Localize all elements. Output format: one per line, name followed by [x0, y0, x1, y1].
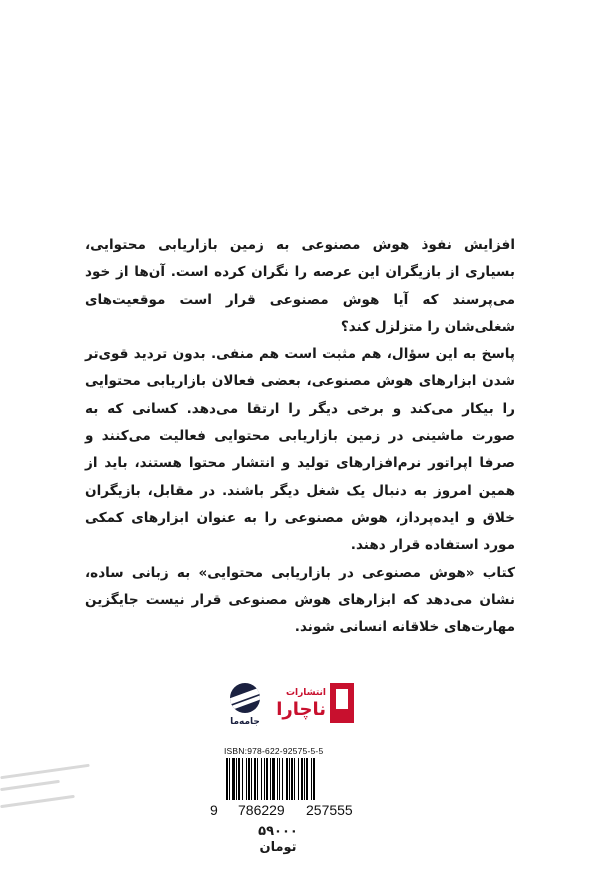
barcode [225, 758, 361, 800]
barcode-group-2: 257555 [306, 802, 353, 818]
barcode-bar [229, 758, 230, 800]
barcode-group-1: 786229 [238, 802, 285, 818]
barcode-bar [277, 758, 278, 800]
barcode-bar [266, 758, 268, 800]
publisher-logos [224, 683, 354, 737]
blurb-paragraph-2: پاسخ به این سؤال، هم مثبت است هم منفی. بدون تردید قوی‌تر شدن ابزارهای هوش مصنوعی، بعضی فعالان بازاریابی محتوایی را بیکار می‌کند و برخی دیگر را ارتقا می‌دهد. کسانی که به صورت ماشینی در زمین بازاریابی محتوایی فعالیت می‌کنند و صرفا اپراتور نرم‌افزارهای تولید و انتشار محتوا هستند، باید از همین امروز به دنبال یک شغل دیگر باشند. در مقابل، بازیگران خلاق و ایده‌پرداز، هوش مصنوعی را به عنوان ابزارهای کمکی مورد استفاده قرار دهند. [85, 346, 515, 554]
barcode-bar [226, 758, 228, 800]
barcode-bar [301, 758, 303, 800]
price-currency: تومان [259, 840, 297, 855]
barcode-bar [257, 758, 258, 800]
barcode-bar [286, 758, 288, 800]
scan-smudge [0, 795, 75, 808]
barcode-bar [311, 758, 312, 800]
barcode-bar [279, 758, 280, 800]
barcode-bar [238, 758, 240, 800]
publisher-label: انتشارات [286, 688, 326, 698]
scan-smudge [0, 764, 90, 779]
barcode-bar [272, 758, 275, 800]
barcode-bar [236, 758, 237, 800]
blurb-text [85, 232, 515, 641]
barcode-bar [298, 758, 299, 800]
barcode-bar [248, 758, 250, 800]
blurb-paragraph-3: کتاب «هوش مصنوعی در بازاریابی محتوایی» به زبانی ساده، نشان می‌دهد که ابزارهای هوش مصنوعی قرار نیست جایگزین مهارت‌های خلاقانه انسانی شوند. [85, 564, 515, 636]
globe-logo-icon [230, 683, 260, 713]
isbn-label: ISBN:978-622-92575-5-5 [224, 746, 324, 756]
barcode-bar [289, 758, 290, 800]
scan-smudge [0, 780, 60, 791]
book-mark-icon [330, 683, 354, 723]
publisher-name: ناچارا [276, 699, 326, 720]
barcode-bar [254, 758, 256, 800]
publisher-logo [268, 683, 354, 737]
price [238, 824, 318, 856]
barcode-bar [313, 758, 315, 800]
barcode-bar [251, 758, 252, 800]
blurb-paragraph-1: افزایش نفوذ هوش مصنوعی به زمین بازاریابی محتوایی، بسیاری از بازیگران این عرصه را نگران کرده است. آن‌ها از خود می‌پرسند که آیا هوش مصنوعی قرار است موقعیت‌های شغلی‌شان را متزلزل کند؟ [85, 237, 515, 335]
barcode-bar [270, 758, 271, 800]
barcode-bar [304, 758, 305, 800]
barcode-bar [232, 758, 235, 800]
price-amount: ۵۹۰۰۰ [258, 824, 298, 839]
barcode-bar [294, 758, 295, 800]
barcode-bar [246, 758, 247, 800]
barcode-first-digit: 9 [210, 802, 218, 818]
barcode-bar [306, 758, 308, 800]
barcode-bar [261, 758, 262, 800]
second-publisher-name: جامه‌ما [230, 717, 260, 727]
barcode-bar [282, 758, 283, 800]
barcode-bar [291, 758, 293, 800]
second-publisher-logo [224, 683, 264, 737]
barcode-bar [264, 758, 265, 800]
barcode-bar [242, 758, 243, 800]
